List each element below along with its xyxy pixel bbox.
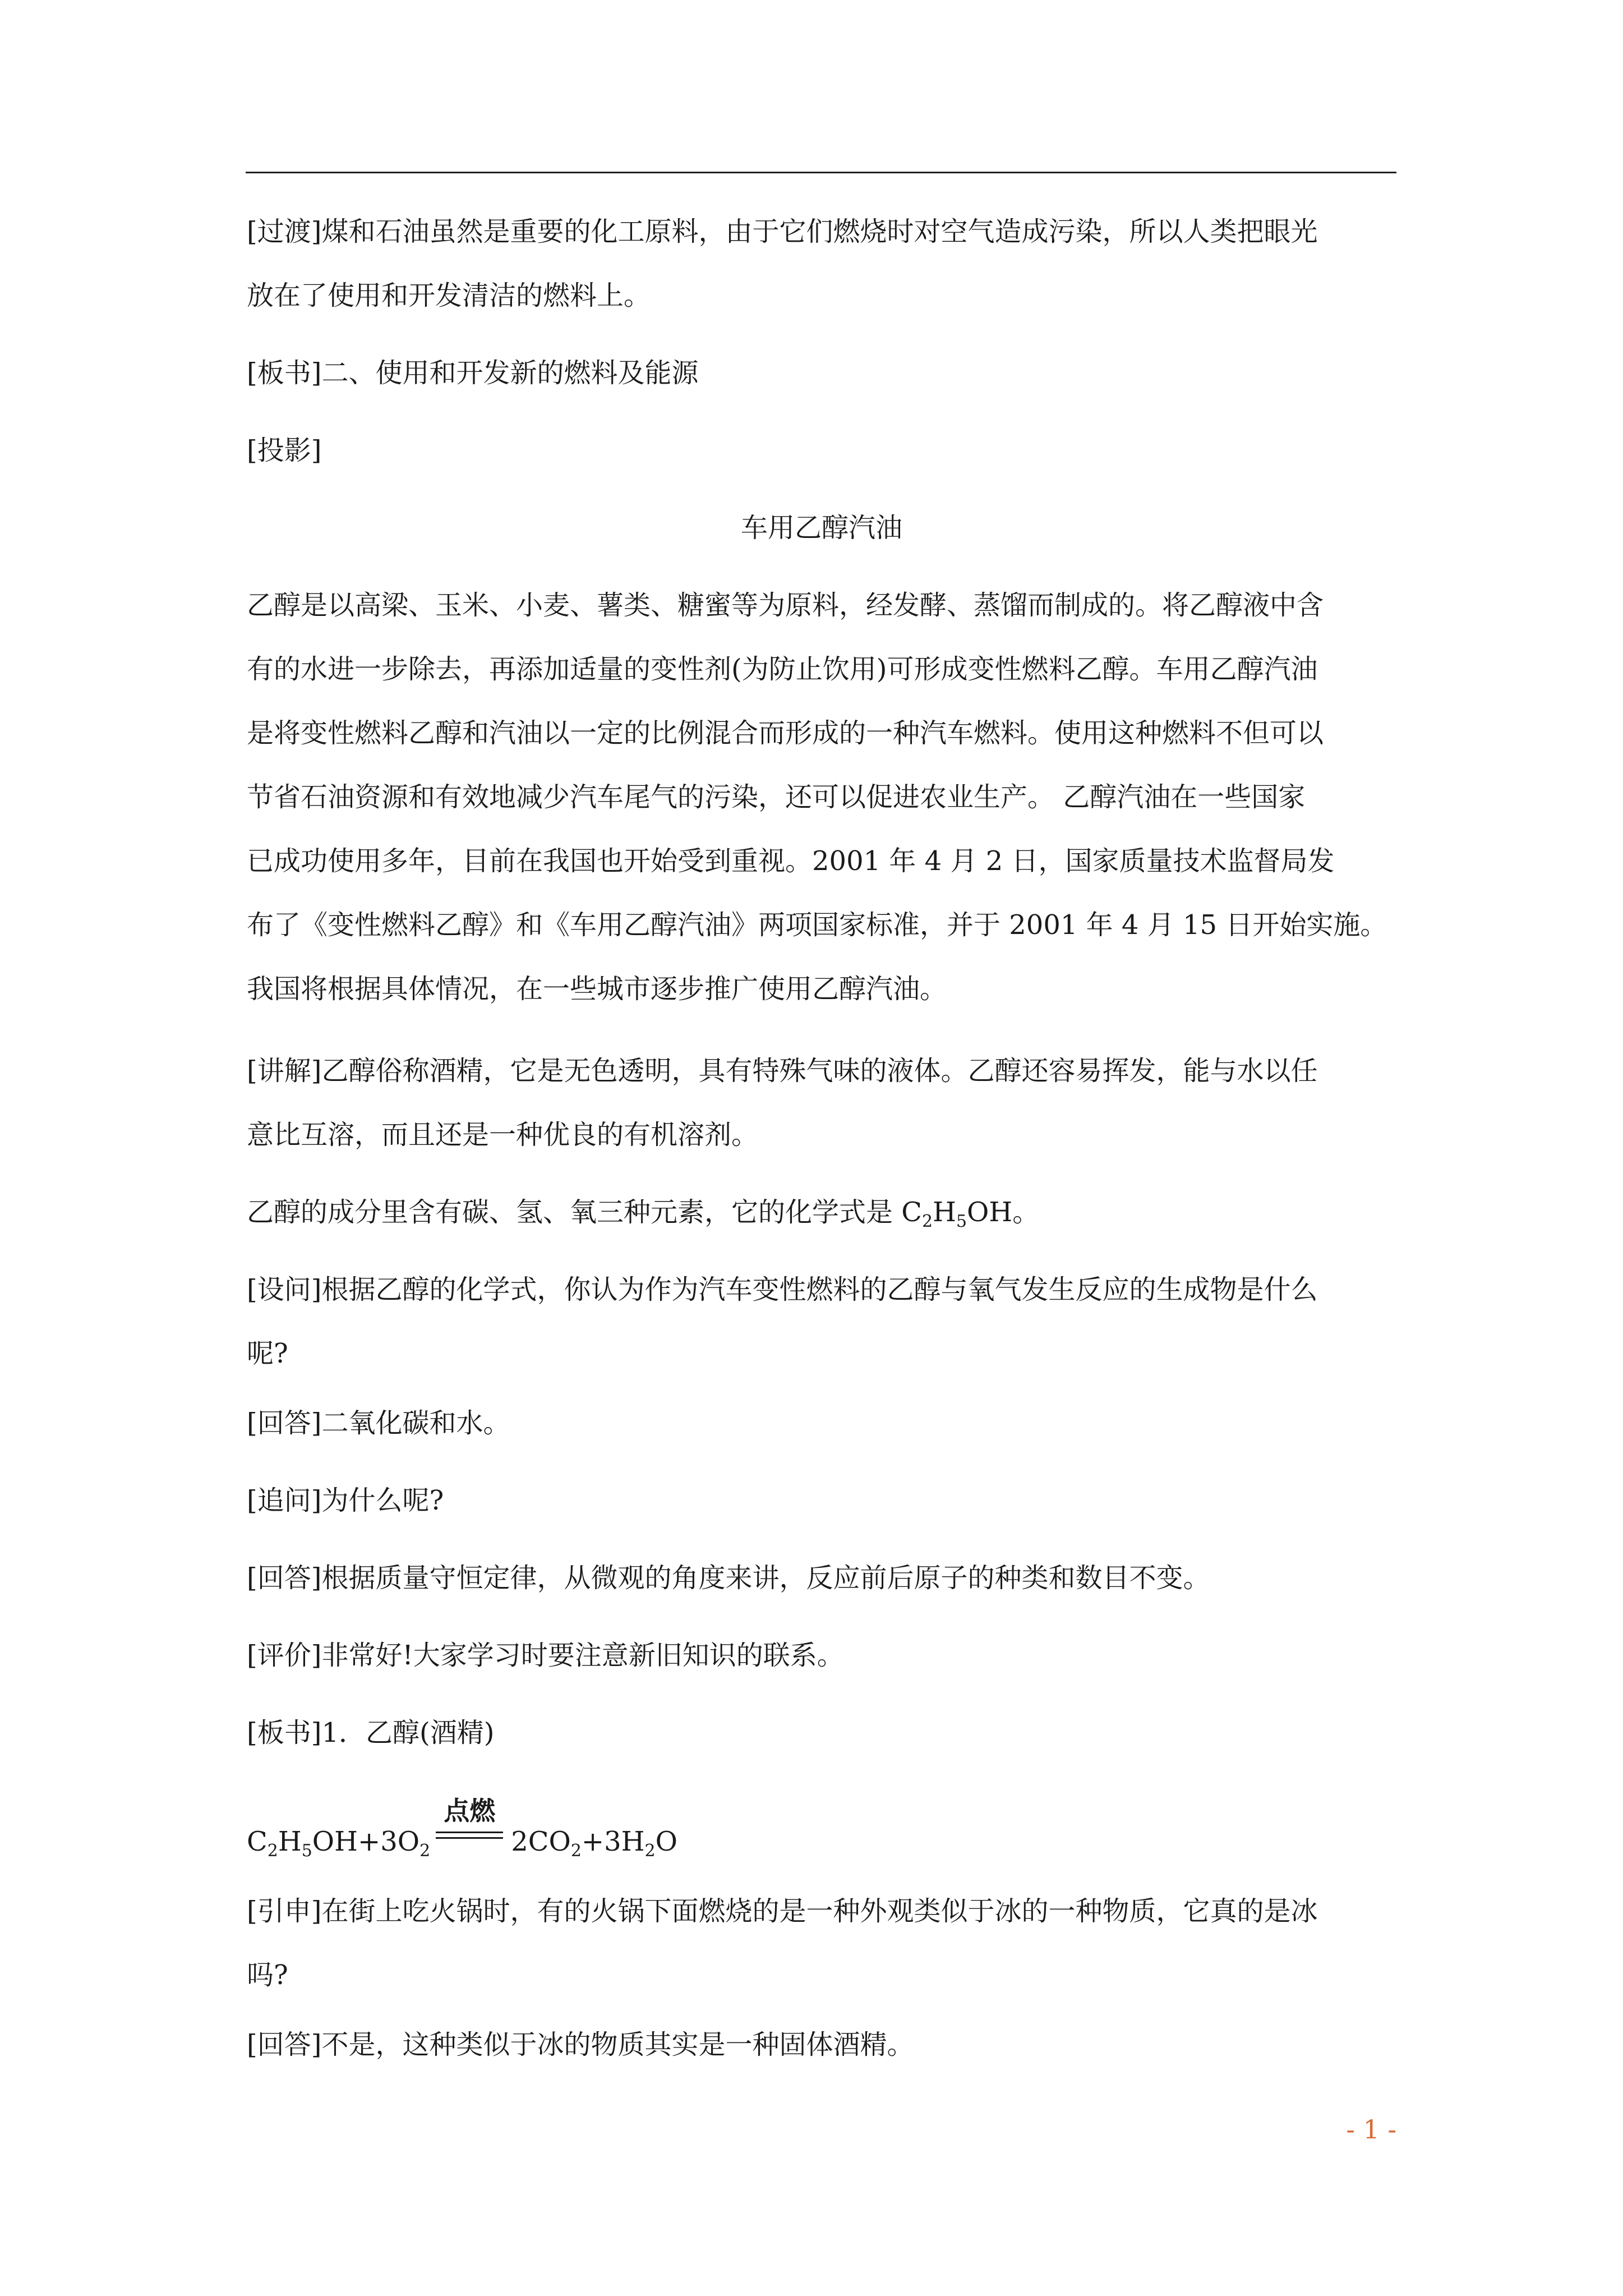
formula-text: +3H xyxy=(581,1826,645,1857)
text-segment: 。 xyxy=(1012,1197,1040,1228)
formula-subscript: 2 xyxy=(267,1841,278,1861)
paragraph-extension xyxy=(247,1879,1396,2007)
text-line: [评价]非常好!大家学习时要注意新旧知识的联系。 xyxy=(247,1640,844,1671)
text-line: [板书]1．乙醇(酒精) xyxy=(247,1717,495,1749)
paragraph-evaluation xyxy=(247,1623,1396,1687)
formula-subscript: 2 xyxy=(922,1212,933,1231)
combustion-equation xyxy=(247,1796,1396,1874)
text-line: 节省石油资源和有效地减少汽车尾气的污染，还可以促进农业生产。 乙醇汽油在一些国家 xyxy=(247,781,1306,813)
text-line: [回答]不是，这种类似于冰的物质其实是一种固体酒精。 xyxy=(247,2029,914,2060)
formula-text: OH xyxy=(967,1197,1013,1228)
equation-line xyxy=(247,1796,1396,1874)
formula-text: O xyxy=(655,1826,677,1857)
paragraph-answer xyxy=(247,1391,1396,1455)
paragraph-projection-label xyxy=(247,418,1396,482)
page-number: - 1 - xyxy=(1346,2114,1396,2145)
text-line: [过渡]煤和石油虽然是重要的化工原料，由于它们燃烧时对空气造成污染，所以人类把眼光 xyxy=(247,216,1318,247)
text-segment: 乙醇的成分里含有碳、氢、氧三种元素，它的化学式是 xyxy=(247,1197,902,1228)
paragraph-ethanol-gasoline xyxy=(247,573,1396,1021)
reaction-condition: 点燃 xyxy=(444,1796,496,1826)
formula-subscript: 2 xyxy=(419,1841,431,1861)
text-line: 呢? xyxy=(247,1338,288,1369)
formula-text: 2CO xyxy=(511,1826,571,1857)
text-line: 放在了使用和开发清洁的燃料上。 xyxy=(247,280,651,311)
formula-text: H xyxy=(933,1197,956,1228)
text-line: 已成功使用多年，目前在我国也开始受到重视。2001 年 4 月 2 日，国家质量技术监督局发 xyxy=(247,845,1335,877)
reaction-arrow xyxy=(436,1796,503,1853)
text-line: 有的水进一步除去，再添加适量的变性剂(为防止饮用)可形成变性燃料乙醇。车用乙醇汽油 xyxy=(247,654,1318,685)
paragraph-answer xyxy=(247,2013,1396,2077)
formula-text: C xyxy=(247,1826,268,1857)
text-line: [引申]在街上吃火锅时，有的火锅下面燃烧的是一种外观类似于冰的一种物质，它真的是冰 xyxy=(247,1895,1318,1927)
text-line: [设问]根据乙醇的化学式，你认为作为汽车变性燃料的乙醇与氧气发生反应的生成物是什么 xyxy=(247,1274,1318,1305)
paragraph-answer xyxy=(247,1546,1396,1610)
text-line: 是将变性燃料乙醇和汽油以一定的比例混合而形成的一种汽车燃料。使用这种燃料不但可以 xyxy=(247,717,1324,749)
paragraph-blackboard-item xyxy=(247,1701,1396,1765)
equals-line-bottom xyxy=(436,1837,503,1839)
paragraph-chemical-formula xyxy=(247,1180,1396,1244)
projection-title xyxy=(247,496,1396,560)
formula-subscript: 5 xyxy=(301,1841,312,1861)
text-line xyxy=(247,1180,1396,1244)
paragraph-explanation xyxy=(247,1039,1396,1167)
text-line: [板书]二、使用和开发新的燃料及能源 xyxy=(247,357,699,389)
text-line: [追问]为什么呢? xyxy=(247,1485,444,1516)
text-line: 我国将根据具体情况，在一些城市逐步推广使用乙醇汽油。 xyxy=(247,973,947,1005)
formula-text: C xyxy=(901,1197,922,1228)
formula-text: H xyxy=(278,1826,302,1857)
text-line: [回答]二氧化碳和水。 xyxy=(247,1407,510,1439)
formula-subscript: 2 xyxy=(644,1841,656,1861)
paragraph-blackboard-heading xyxy=(247,341,1396,405)
text-line: [回答]根据质量守恒定律，从微观的角度来讲，反应前后原子的种类和数目不变。 xyxy=(247,1562,1210,1594)
text-line: 乙醇是以高梁、玉米、小麦、薯类、糖蜜等为原料，经发酵、蒸馏而制成的。将乙醇液中含 xyxy=(247,590,1324,621)
text-line: 车用乙醇汽油 xyxy=(740,512,902,544)
formula-subscript: 2 xyxy=(570,1841,582,1861)
paragraph-transition xyxy=(247,200,1396,328)
text-line: 意比互溶，而且还是一种优良的有机溶剂。 xyxy=(247,1119,759,1151)
text-line: [投影] xyxy=(247,435,322,466)
text-line: 布了《变性燃料乙醇》和《车用乙醇汽油》两项国家标准，并于 2001 年 4 月 15 日开始实施。 xyxy=(247,909,1387,941)
formula-subscript: 5 xyxy=(956,1212,967,1231)
equals-line-top xyxy=(436,1832,503,1833)
formula-text: OH+3O xyxy=(312,1826,420,1857)
text-line: [讲解]乙醇俗称酒精，它是无色透明，具有特殊气味的液体。乙醇还容易挥发，能与水以任 xyxy=(247,1055,1318,1087)
paragraph-follow-up xyxy=(247,1469,1396,1533)
header-rule xyxy=(246,172,1396,173)
paragraph-question xyxy=(247,1258,1396,1386)
text-line: 吗? xyxy=(247,1959,288,1991)
